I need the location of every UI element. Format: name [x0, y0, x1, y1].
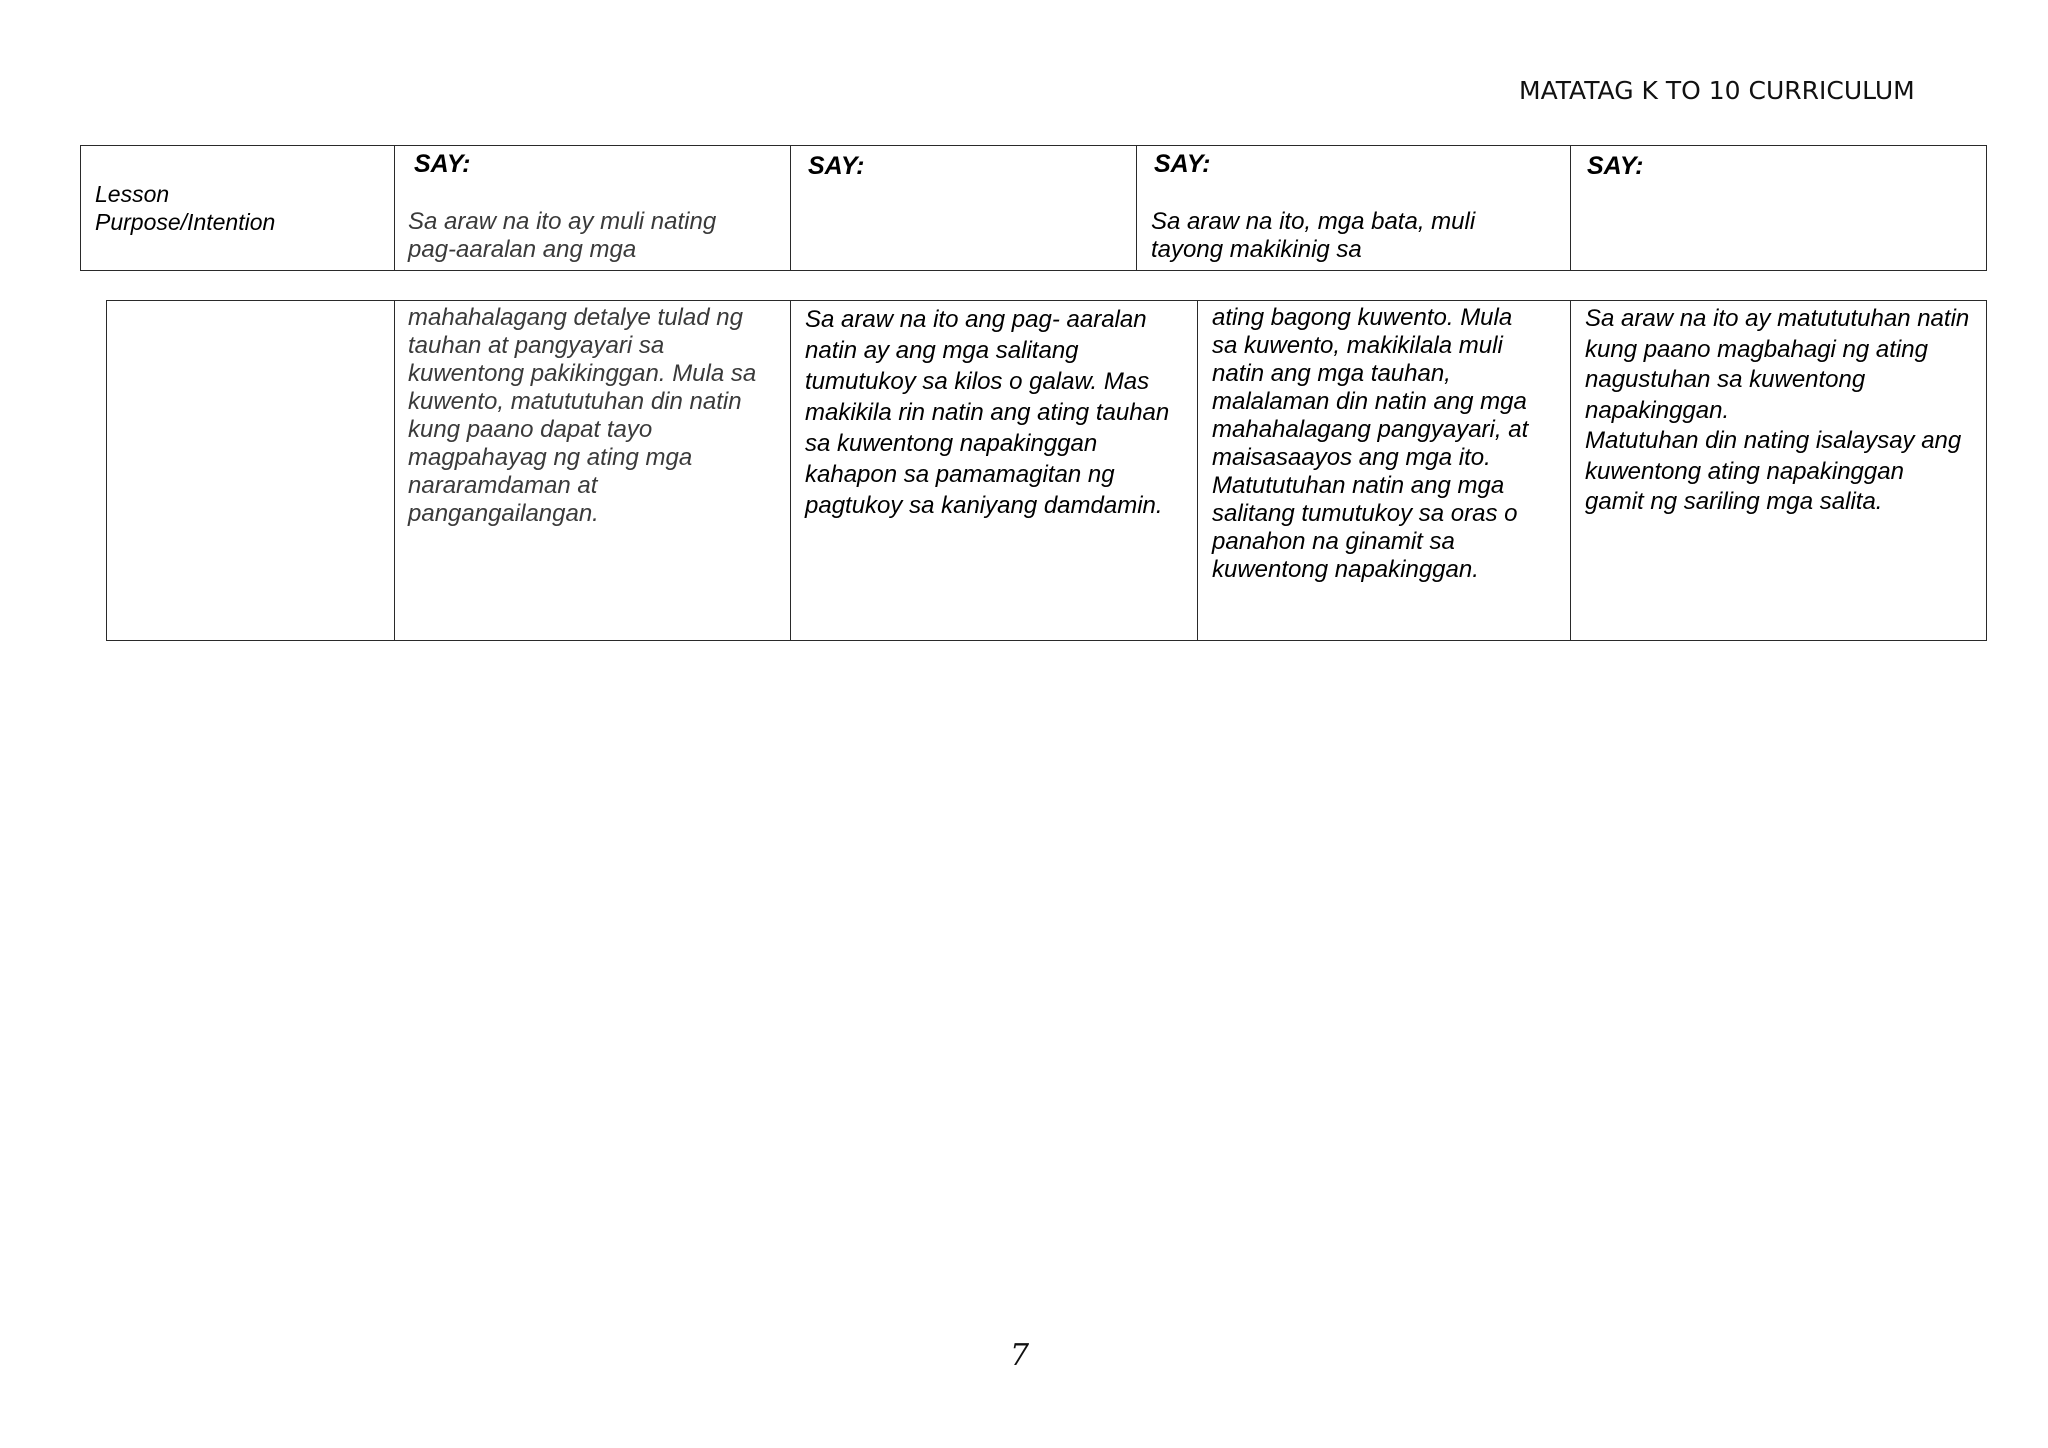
- column-divider: [394, 301, 395, 640]
- lesson-table-top: [80, 145, 1987, 271]
- column-divider: [1570, 301, 1571, 640]
- column-divider: [790, 146, 791, 270]
- cell-col3-bottom: ating bagong kuwento. Mula sa kuwento, makikilala muli natin ang mga tauhan, malalaman din natin ang mga mahahalagang pangyayari, at maisasaayos ang mga ito. Matututuhan natin ang mga salitang tumutukoy sa oras o panahon na ginamit sa kuwentong napakinggan.: [1212, 304, 1529, 583]
- cell-col4-bottom: Sa araw na ito ay matututuhan natin kung paano magbahagi ng ating nagustuhan sa kuwentong napakinggan. Matutuhan din nating isalaysay ang kuwentong ating napakinggan gamit ng sariling mga salita.: [1585, 305, 1970, 515]
- say-label-col3: SAY:: [1154, 150, 1211, 178]
- cell-col1-bottom: mahahalagang detalye tulad ng tauhan at pangyayari sa kuwentong pakikinggan. Mula sa kuwento, matututuhan din natin kung paano dapat tayo magpahayag ng ating mga nararamdaman at pangangailangan.: [408, 304, 757, 527]
- say-label-col2: SAY:: [808, 152, 865, 180]
- cell-col2-bottom: Sa araw na ito ang pag- aaralan natin ay ang mga salitang tumutukoy sa kilos o galaw. Mas makikila rin natin ang ating tauhan sa kuwentong napakinggan kahapon sa pamamagitan ng pagtukoy sa kaniyang damdamin.: [805, 306, 1170, 519]
- row-label-lesson-purpose: Lesson Purpose/Intention: [95, 181, 276, 235]
- page-number: 7: [1010, 1338, 1030, 1373]
- column-divider: [1570, 146, 1571, 270]
- column-divider: [1197, 301, 1198, 640]
- column-divider: [1136, 146, 1137, 270]
- curriculum-header: MATATAG K TO 10 CURRICULUM: [1519, 76, 1915, 105]
- say-label-col1: SAY:: [414, 150, 471, 178]
- cell-col3-top: Sa araw na ito, mga bata, muli tayong makikinig sa: [1151, 208, 1476, 263]
- lesson-table-bottom: [106, 300, 1987, 641]
- cell-col1-top: Sa araw na ito ay muli nating pag-aaralan ang mga: [408, 208, 717, 263]
- column-divider: [394, 146, 395, 270]
- column-divider: [790, 301, 791, 640]
- say-label-col4: SAY:: [1587, 152, 1644, 180]
